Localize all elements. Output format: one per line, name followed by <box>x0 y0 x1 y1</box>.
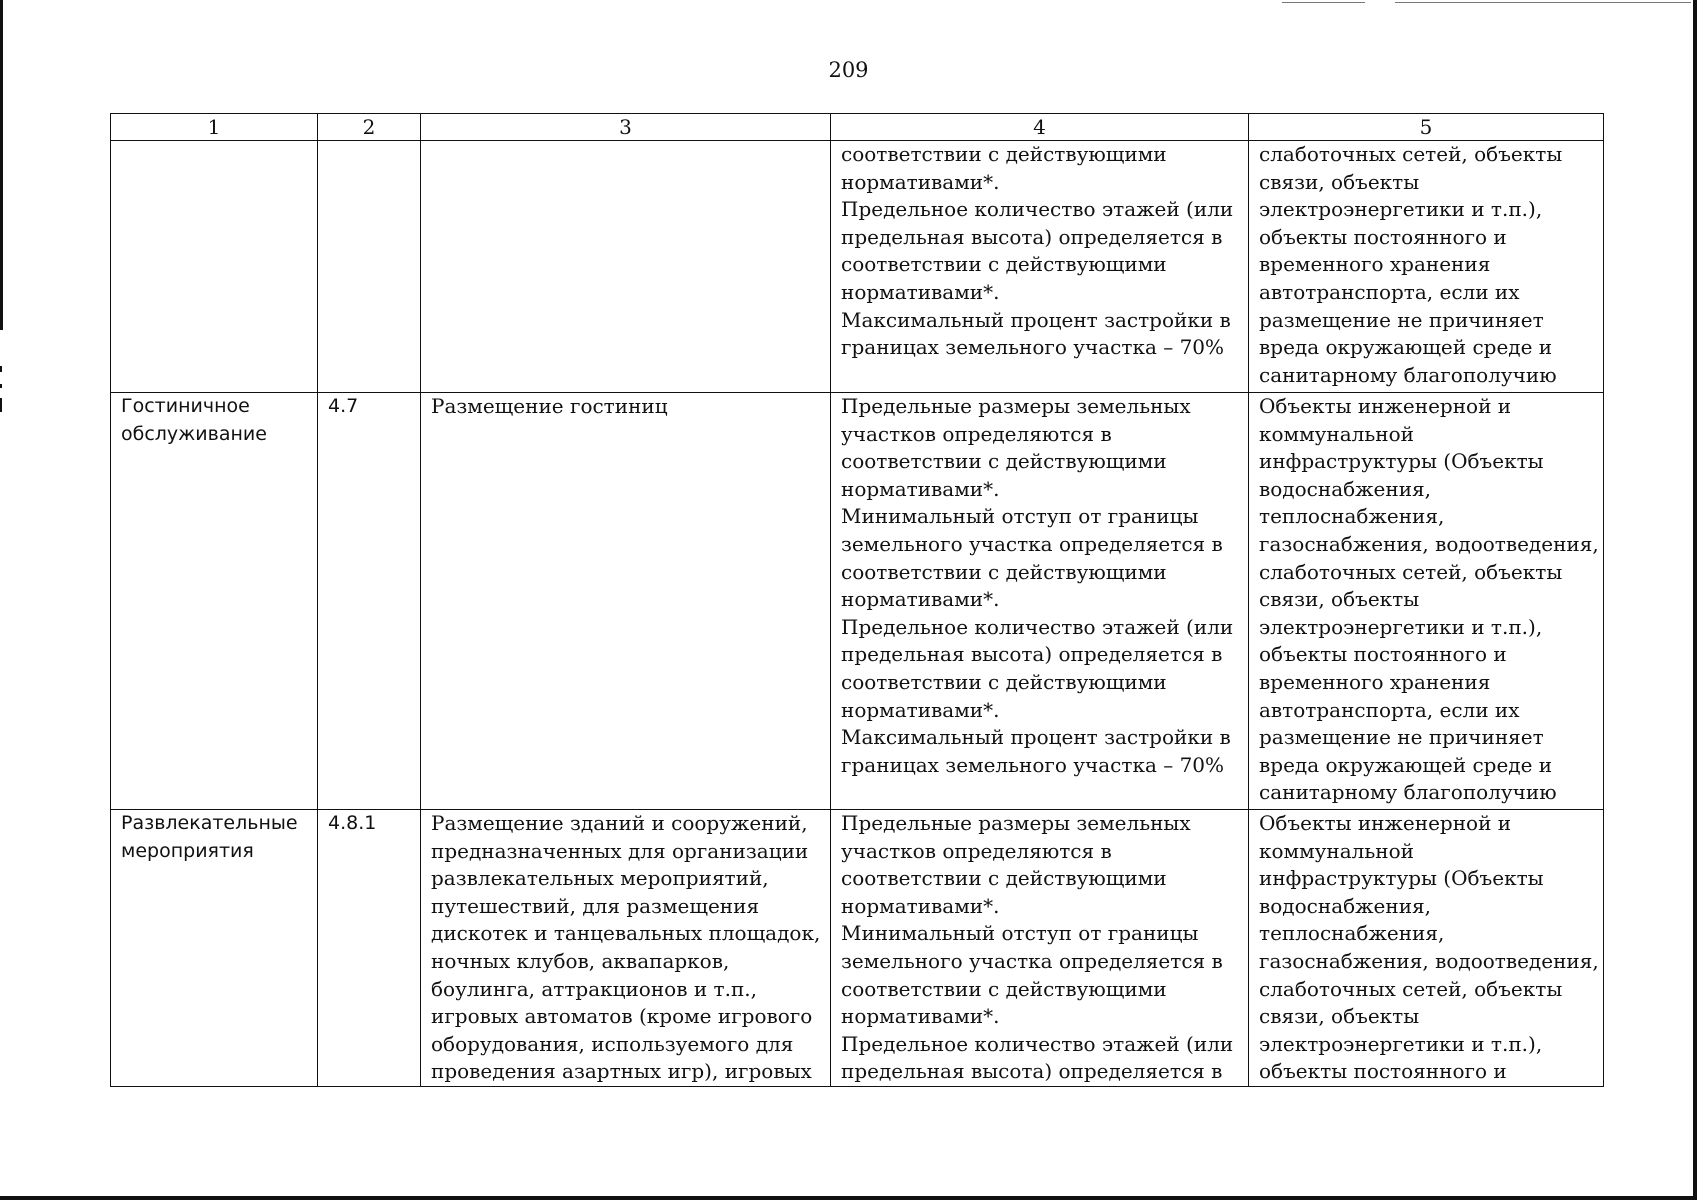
cell-text-line: размещение не причиняет <box>1259 307 1544 332</box>
cell-text-line: развлекательных мероприятий, <box>431 866 769 891</box>
cell-text-line: соответствии с действующими <box>841 449 1167 474</box>
page-border-right <box>1693 0 1697 1200</box>
cell-text-line: инфраструктуры (Объекты <box>1259 449 1544 474</box>
cell-text-line: электроэнергетики и т.п.), <box>1259 1031 1543 1056</box>
cell-text-line: обслуживание <box>121 422 267 445</box>
cell-code <box>318 393 421 810</box>
cell-code <box>318 810 421 1087</box>
cell-text-line: соответствии с действующими <box>841 866 1167 891</box>
scan-mark <box>0 366 2 372</box>
cell-auxiliary-uses <box>1249 810 1604 1087</box>
cell-text-line: Предельные размеры земельных <box>841 811 1191 835</box>
cell-text-line: нормативами*. <box>841 476 1000 501</box>
cell-text-line: 4.8.1 <box>328 812 377 834</box>
table-row <box>111 810 1604 1087</box>
cell-text-line: предельная высота) определяется в <box>841 224 1223 249</box>
cell-text-line: электроэнергетики и т.п.), <box>1259 197 1543 222</box>
cell-text-line: ночных клубов, аквапарков, <box>431 948 730 973</box>
header-cell-2: 2 <box>318 114 421 141</box>
cell-text-line: слаботочных сетей, объекты <box>1259 559 1563 584</box>
cell-use-type <box>111 810 318 1087</box>
cell-text-line: Размещение гостиниц <box>431 394 668 418</box>
cell-text-line: временного хранения <box>1259 252 1491 277</box>
cell-text-line: нормативами*. <box>841 169 1000 194</box>
cell-description <box>421 141 831 393</box>
cell-text-line: 4.7 <box>328 395 359 417</box>
cell-text-line: границах земельного участка – 70% <box>841 752 1225 777</box>
cell-text-line: проведения азартных игр), игровых <box>431 1059 812 1084</box>
cell-text-line: автотранспорта, если их <box>1259 697 1520 722</box>
scan-mark <box>1395 2 1691 3</box>
cell-text-line: вреда окружающей среде и <box>1259 335 1553 360</box>
cell-text-line: Предельные размеры земельных <box>841 394 1191 418</box>
cell-text-line: Максимальный процент застройки в <box>841 307 1231 332</box>
cell-text-line: Минимальный отступ от границы <box>841 504 1199 529</box>
header-cell-3: 3 <box>421 114 831 141</box>
cell-text-line: соответствии с действующими <box>841 559 1167 584</box>
table-header-row <box>111 114 1604 141</box>
cell-text-line: газоснабжения, водоотведения, <box>1259 531 1599 556</box>
cell-text-line: санитарному благополучию <box>1259 362 1557 387</box>
cell-text-line: водоснабжения, <box>1259 893 1432 918</box>
cell-text-line: игровых автоматов (кроме игрового <box>431 1004 813 1029</box>
cell-text-line: соответствии с действующими <box>841 976 1167 1001</box>
cell-text-line: Развлекательные <box>121 812 298 834</box>
cell-text-line: предназначенных для организации <box>431 838 809 863</box>
cell-text-line: нормативами*. <box>841 893 1000 918</box>
cell-text-line: нормативами*. <box>841 587 1000 612</box>
cell-text-line: слаботочных сетей, объекты <box>1259 976 1563 1001</box>
cell-text-line: инфраструктуры (Объекты <box>1259 866 1544 891</box>
cell-text-line: объекты постоянного и <box>1259 1059 1507 1084</box>
scan-mark <box>0 398 2 412</box>
cell-text-line: объекты постоянного и <box>1259 224 1507 249</box>
cell-description <box>421 393 831 810</box>
cell-text-line: Размещение зданий и сооружений, <box>431 811 808 835</box>
page-border-left <box>0 0 3 330</box>
cell-auxiliary-uses <box>1249 393 1604 810</box>
cell-text-line: Объекты инженерной и <box>1259 811 1512 835</box>
cell-text-line: газоснабжения, водоотведения, <box>1259 948 1599 973</box>
page-number: 209 <box>828 58 869 82</box>
cell-text-line: нормативами*. <box>841 279 1000 304</box>
cell-text-line: Максимальный процент застройки в <box>841 725 1231 750</box>
cell-text-line: Минимальный отступ от границы <box>841 921 1199 946</box>
cell-text-line: участков определяются в <box>841 838 1112 863</box>
cell-text-line: соответствии с действующими <box>841 142 1167 166</box>
cell-text-line: связи, объекты <box>1259 587 1420 612</box>
cell-text-line: Гостиничное <box>121 395 250 417</box>
cell-text-line: дискотек и танцевальных площадок, <box>431 921 821 946</box>
cell-text-line: путешествий, для размещения <box>431 893 760 918</box>
table-row <box>111 141 1604 393</box>
cell-text-line: нормативами*. <box>841 1004 1000 1029</box>
cell-text-line: оборудования, используемого для <box>431 1031 794 1056</box>
cell-text-line: предельная высота) определяется в <box>841 642 1223 667</box>
cell-text-line: нормативами*. <box>841 697 1000 722</box>
cell-text-line: теплоснабжения, <box>1259 921 1445 946</box>
cell-text-line: боулинга, аттракционов и т.п., <box>431 976 757 1001</box>
cell-text-line: границах земельного участка – 70% <box>841 335 1225 360</box>
cell-text-line: временного хранения <box>1259 669 1491 694</box>
cell-text-line: теплоснабжения, <box>1259 504 1445 529</box>
cell-text-line: предельная высота) определяется в <box>841 1059 1223 1084</box>
header-cell-1: 1 <box>111 114 318 141</box>
header-cell-5: 5 <box>1249 114 1604 141</box>
cell-text-line: коммунальной <box>1259 421 1414 446</box>
header-cell-4: 4 <box>831 114 1249 141</box>
cell-text-line: связи, объекты <box>1259 169 1420 194</box>
cell-parameters <box>831 393 1249 810</box>
scan-mark <box>0 384 2 388</box>
cell-text-line: Предельное количество этажей (или <box>841 1031 1234 1056</box>
cell-text-line: слаботочных сетей, объекты <box>1259 142 1563 166</box>
cell-text-line: земельного участка определяется в <box>841 531 1223 556</box>
cell-text-line: соответствии с действующими <box>841 252 1167 277</box>
cell-text-line: санитарному благополучию <box>1259 780 1557 805</box>
cell-use-type <box>111 141 318 393</box>
cell-code <box>318 141 421 393</box>
cell-text-line: коммунальной <box>1259 838 1414 863</box>
cell-text-line: Предельное количество этажей (или <box>841 614 1234 639</box>
cell-text-line: размещение не причиняет <box>1259 725 1544 750</box>
cell-text-line: электроэнергетики и т.п.), <box>1259 614 1543 639</box>
cell-text-line: участков определяются в <box>841 421 1112 446</box>
cell-description <box>421 810 831 1087</box>
zoning-table <box>110 113 1604 1087</box>
cell-text-line: автотранспорта, если их <box>1259 279 1520 304</box>
table-row <box>111 393 1604 810</box>
cell-text-line: Объекты инженерной и <box>1259 394 1512 418</box>
cell-text-line: объекты постоянного и <box>1259 642 1507 667</box>
cell-parameters <box>831 810 1249 1087</box>
cell-text-line: связи, объекты <box>1259 1004 1420 1029</box>
cell-text-line: водоснабжения, <box>1259 476 1432 501</box>
cell-text-line: земельного участка определяется в <box>841 948 1223 973</box>
cell-text-line: мероприятия <box>121 839 254 862</box>
cell-use-type <box>111 393 318 810</box>
cell-text-line: вреда окружающей среде и <box>1259 752 1553 777</box>
cell-text-line: Предельное количество этажей (или <box>841 197 1234 222</box>
cell-auxiliary-uses <box>1249 141 1604 393</box>
scan-mark <box>1282 2 1365 3</box>
page-border-bottom <box>0 1196 1697 1200</box>
cell-text-line: соответствии с действующими <box>841 669 1167 694</box>
cell-parameters <box>831 141 1249 393</box>
